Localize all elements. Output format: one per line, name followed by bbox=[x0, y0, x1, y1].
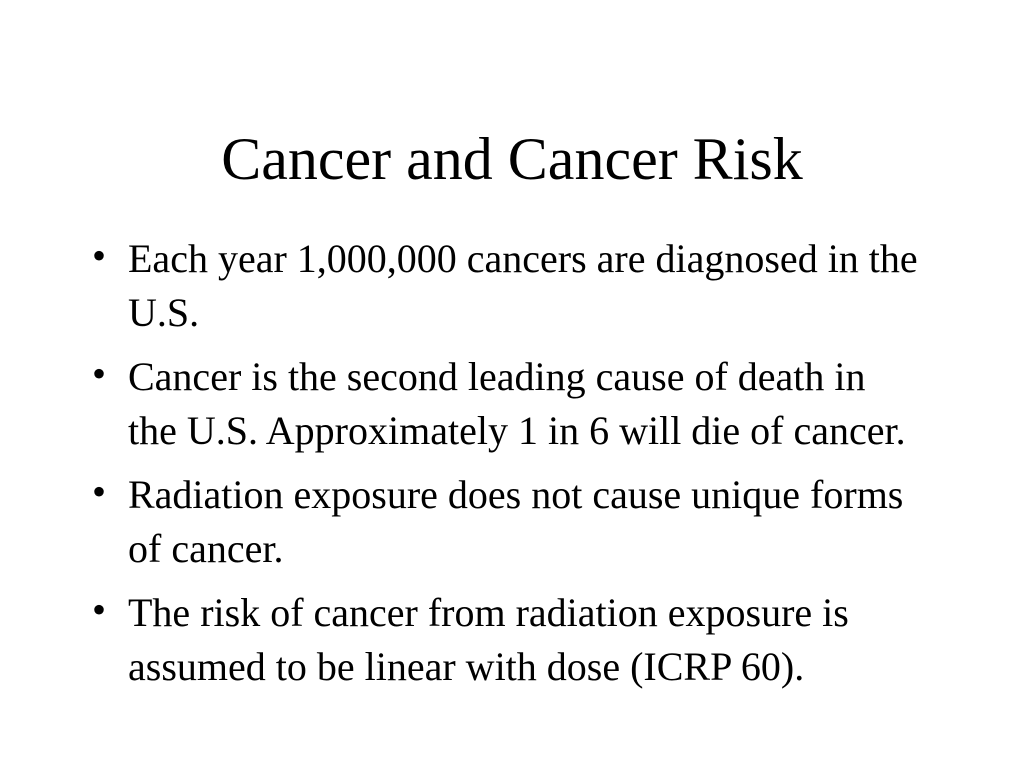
bullet-list bbox=[92, 232, 922, 704]
bullet-item-annual-diagnoses bbox=[92, 232, 922, 340]
bullet-icon: • bbox=[92, 469, 107, 514]
bullet-text: Cancer is the second leading cause of death in the U.S. Approximately 1 in 6 will die of cancer. bbox=[128, 354, 906, 453]
bullet-text: Each year 1,000,000 cancers are diagnosed in the U.S. bbox=[128, 236, 918, 335]
bullet-icon: • bbox=[92, 351, 107, 396]
bullet-icon: • bbox=[92, 233, 107, 278]
bullet-item-unique-forms bbox=[92, 468, 922, 576]
bullet-text: Radiation exposure does not cause unique forms of cancer. bbox=[128, 472, 904, 571]
bullet-item-leading-cause bbox=[92, 350, 922, 458]
bullet-item-linear-risk bbox=[92, 586, 922, 694]
slide-title: Cancer and Cancer Risk bbox=[221, 126, 803, 192]
bullet-text: The risk of cancer from radiation exposure is assumed to be linear with dose (ICRP 60). bbox=[128, 590, 849, 689]
bullet-icon: • bbox=[92, 587, 107, 632]
